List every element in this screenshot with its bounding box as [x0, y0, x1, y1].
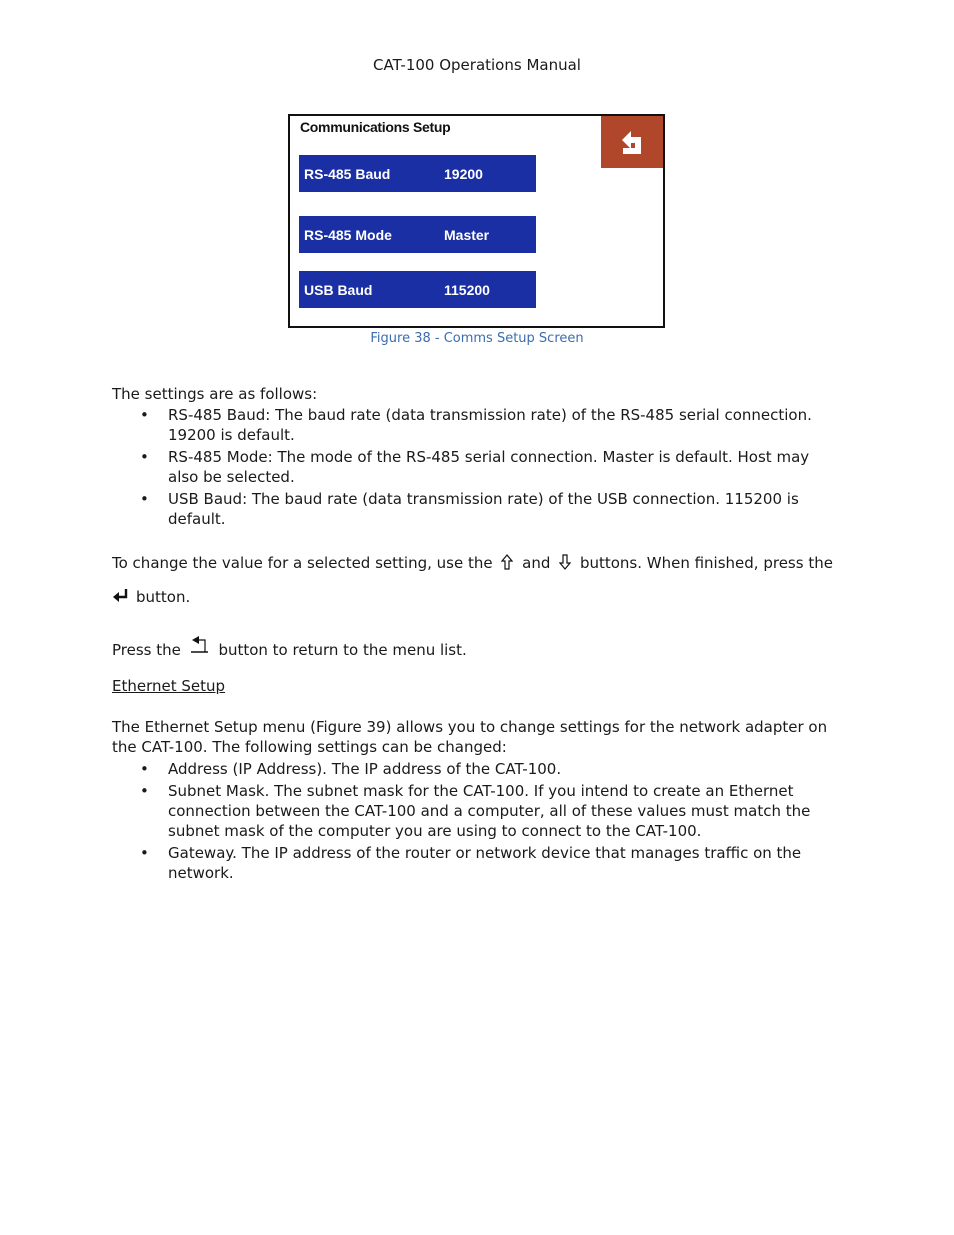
setting-label: USB Baud: [304, 282, 373, 298]
return-arrow-icon: [190, 635, 210, 655]
paragraph-text: and: [522, 554, 551, 572]
setting-row-rs485-mode[interactable]: [299, 216, 536, 253]
list-item: • Gateway. The IP address of the router or network device that manages traffic on the network.: [112, 843, 832, 883]
page-header: CAT-100 Operations Manual: [373, 56, 581, 74]
setting-value: Master: [444, 227, 490, 243]
settings-intro: The settings are as follows:: [112, 385, 318, 403]
list-item: • Subnet Mask. The subnet mask for the CAT-100. If you intend to create an Ethernet connection between the CAT-100 and a computer, all of these values must match the subnet mask of the computer you are using to connect to the CAT-100.: [112, 781, 832, 841]
enter-paragraph: [112, 587, 190, 607]
list-item: • Address (IP Address). The IP address of the CAT-100.: [112, 759, 832, 779]
paragraph-text: button to return to the menu list.: [218, 641, 467, 659]
setting-value: 19200: [444, 166, 483, 182]
ethernet-intro: The Ethernet Setup menu (Figure 39) allows you to change settings for the network adapter on the CAT-100. The following settings can be changed:: [112, 718, 828, 756]
enter-arrow-icon: [112, 588, 130, 604]
paragraph-text: buttons. When finished, press the: [579, 554, 833, 572]
comms-setup-screen: [288, 114, 665, 328]
paragraph-text: Press the: [112, 641, 181, 659]
paragraph-text: To change the value for a selected setting, use the: [112, 554, 493, 572]
ethernet-setup-heading: Ethernet Setup: [112, 677, 226, 695]
up-arrow-icon: [501, 554, 513, 570]
list-item: • RS-485 Mode: The mode of the RS-485 serial connection. Master is default. Host may also be selected.: [112, 447, 832, 487]
settings-list: [112, 405, 832, 531]
setting-row-usb-baud[interactable]: [299, 271, 536, 308]
list-item: • RS-485 Baud: The baud rate (data transmission rate) of the RS-485 serial connection. 19200 is default.: [112, 405, 832, 445]
setting-label: RS-485 Baud: [304, 166, 391, 182]
ethernet-settings-list: [112, 759, 832, 885]
paragraph-text: button.: [136, 588, 191, 606]
figure-caption: Figure 38 - Comms Setup Screen: [370, 331, 584, 346]
setting-value: 115200: [444, 282, 490, 298]
setting-label: RS-485 Mode: [304, 227, 392, 243]
change-value-paragraph: [112, 553, 833, 573]
setting-row-rs485-baud[interactable]: [299, 155, 536, 192]
down-arrow-icon: [559, 554, 571, 570]
press-return-paragraph: [112, 635, 467, 660]
back-button[interactable]: [601, 116, 663, 168]
screen-title: Communications Setup: [300, 119, 451, 135]
list-item: • USB Baud: The baud rate (data transmission rate) of the USB connection. 115200 is default.: [112, 489, 832, 529]
return-arrow-icon: [617, 126, 647, 158]
